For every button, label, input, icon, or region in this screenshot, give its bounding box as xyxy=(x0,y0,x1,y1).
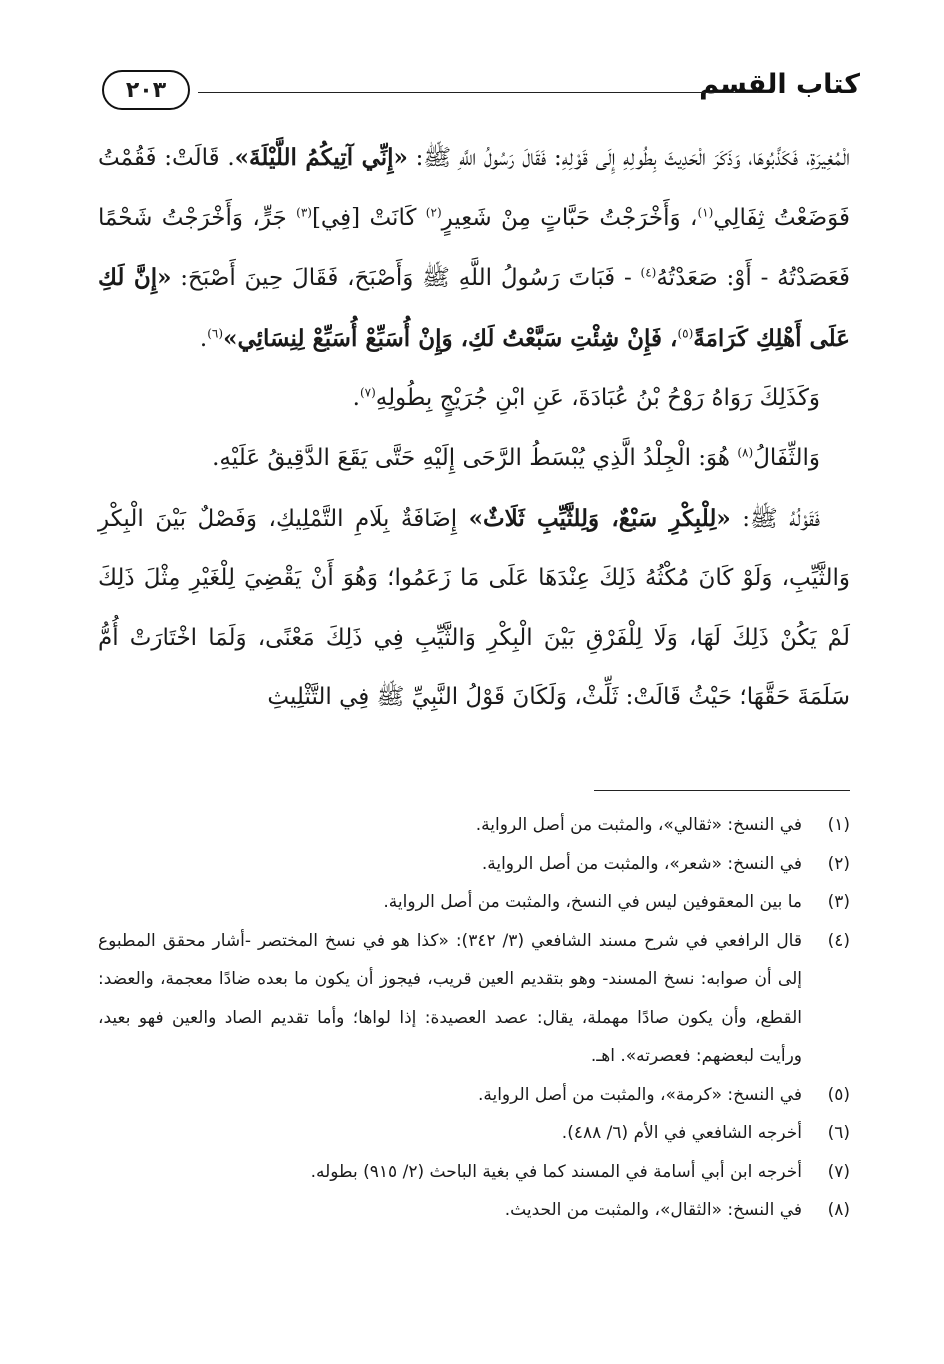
text-run: . xyxy=(199,325,208,352)
paragraph-definition xyxy=(98,429,850,489)
prophetic-quote: ، فَإِنْ شِئْتِ سَبَّعْتُ لَكِ، وَإِنْ أُسَبِّعْ أُسَبِّعْ لِنِسَائِي» xyxy=(223,324,678,352)
footnote-number: (٥) xyxy=(827,1084,850,1105)
footnote-ref[interactable]: (٨) xyxy=(737,445,754,460)
text-run: . xyxy=(352,385,360,412)
prophetic-quote: «لِلْبِكْرِ سَبْعٌ، وَلِلثَّيِّبِ ثَلَاثٌ» xyxy=(468,504,731,532)
book-title: كتاب القسم xyxy=(699,69,860,100)
text-run: فَقَوْلُهُ ﷺ: xyxy=(730,505,821,532)
footnote-item xyxy=(98,1076,850,1115)
footnote-number: (٤) xyxy=(827,930,850,951)
text-run: جَرٍّ، وَأَخْرَجْتُ شَحْمًا فَعَصَدْتُهُ - أَوْ: صَعَدْتُهُ xyxy=(98,204,850,292)
text-run: الْمُغِيرَةِ، فَكَذَّبُوهَا، وَذَكَرَ الْحَدِيثَ بِطُولِهِ إِلَى قَوْلِهِ: فَقَالَ رَسُولُ اللَّهِ ﷺ: xyxy=(407,145,850,171)
footnote-item xyxy=(98,806,850,845)
footnote-item xyxy=(98,922,850,1076)
footnote-text: قال الرافعي في شرح مسند الشافعي (٣/ ٣٤٢): «كذا هو في نسخ المختصر -أشار محقق المطبوع إلى أن صوابه: نسخ المسند- وهو بتقديم العين قريب، فيجوز أن يكون ما بعده ضادًا معجمة، والعضد: القطع، وأن يكون صادًا مهملة، يقال: عصد العصيدة: إذا لواها؛ وأما تقديم الصاد والعين فهو بعيد، ورأيت لبعضهم: فعصرته». اهـ. xyxy=(98,930,802,1066)
text-run: وَالثِّفَالُ xyxy=(753,444,820,471)
footnote-number: (٢) xyxy=(827,853,850,874)
paragraph-commentary xyxy=(98,489,850,728)
footnote-text: أخرجه ابن أبي أسامة في المسند كما في بغية الباحث (٢/ ٩١٥) بطوله. xyxy=(310,1161,802,1182)
footnote-ref[interactable]: (٧) xyxy=(359,385,376,400)
header-rule xyxy=(198,92,770,93)
footnotes xyxy=(98,806,850,1230)
text-run: كَانَتْ [فِي] xyxy=(311,204,426,231)
text-run: هُوَ: الْجِلْدُ الَّذِي يُبْسَطُ الرَّحَى إِلَيْهِ حَتَّى يَقَعَ الدَّقِيقُ عَلَيْهِ. xyxy=(212,444,738,471)
footnote-number: (٣) xyxy=(827,892,850,912)
footnote-item xyxy=(98,845,850,884)
footnote-number: (٦) xyxy=(827,1123,850,1143)
footnote-text: في النسخ: «كرمة»، والمثبت من أصل الرواية. xyxy=(477,1084,802,1105)
footnote-text: في النسخ: «شعر»، والمثبت من أصل الرواية. xyxy=(481,853,802,874)
footnote-text: في النسخ: «الثقال»، والمثبت من الحديث. xyxy=(504,1200,802,1220)
footnote-item xyxy=(98,1191,850,1230)
footnote-text: ما بين المعقوفين ليس في النسخ، والمثبت من أصل الرواية. xyxy=(383,892,802,912)
footnote-item xyxy=(98,883,850,922)
footnote-item xyxy=(98,1114,850,1153)
footnote-item xyxy=(98,1153,850,1192)
paragraph-hadith xyxy=(98,128,850,369)
footnote-ref[interactable]: (١) xyxy=(697,204,714,219)
footnote-text: في النسخ: «ثقالي»، والمثبت من أصل الرواية. xyxy=(475,815,802,835)
page-number: ٢٠٣ xyxy=(102,70,190,110)
footnote-number: (٨) xyxy=(827,1200,850,1220)
footnote-separator xyxy=(594,790,850,791)
footnote-ref[interactable]: (٣) xyxy=(296,204,312,219)
footnote-number: (١) xyxy=(827,815,850,835)
text-run: ، وَأَخْرَجْتُ حَبَّاتٍ مِنْ شَعِيرٍ xyxy=(441,204,698,231)
prophetic-quote: «إِنِّي آتِيكُمُ اللَّيْلَةَ» xyxy=(234,144,408,171)
main-text xyxy=(98,128,850,728)
text-run: إِضَافَةٌ بِلَامِ التَّمْلِيكِ، وَفَصْلٌ بَيْنَ الْبِكْرِ وَالثَّيِّبِ، وَلَوْ كَانَ مُكْثُهُ ذَلِكَ عِنْدَهَا عَلَى مَا زَعَمُوا؛ وَهُوَ أَنْ يَقْضِيَ لِلْغَيْرِ مِثْلَ ذَلِكَ لَمْ يَكُنْ ذَلِكَ لَهَا، وَلَا لِلْفَرْقِ بَيْنَ الْبِكْرِ وَالثَّيِّبِ فِي ذَلِكَ مَعْنًى، وَلَمَا اخْتَارَتْ أُمُّ سَلَمَةَ حَقَّهَا؛ حَيْثُ قَالَتْ: ثَلِّثْ، وَلَكَانَ قَوْلُ النَّبِيِّ ﷺ فِي التَّثْلِيثِ xyxy=(98,505,850,711)
running-header xyxy=(100,62,860,112)
footnote-ref[interactable]: (٥) xyxy=(677,326,694,341)
footnote-text: أخرجه الشافعي في الأم (٦/ ٤٨٨). xyxy=(561,1123,802,1143)
footnote-ref[interactable]: (٢) xyxy=(425,204,442,219)
text-run: . قَالَتْ: فَقُمْتُ فَوَضَعْتُ ثِفَالِي xyxy=(98,145,850,231)
text-run: - فَبَاتَ رَسُولُ اللَّهِ ﷺ وَأَصْبَحَ، فَقَالَ حِينَ أَصْبَحَ: xyxy=(171,265,641,292)
prophetic-quote: «إِنَّ لَكِ عَلَى أَهْلِكِ كَرَامَةً xyxy=(98,264,850,352)
footnote-ref[interactable]: (٦) xyxy=(207,326,224,341)
text-run: وَكَذَلِكَ رَوَاهُ رَوْحُ بْنُ عُبَادَةَ، عَنِ ابْنِ جُرَيْجٍ بِطُولِهِ xyxy=(375,385,820,412)
paragraph-narration xyxy=(98,369,850,429)
footnote-ref[interactable]: (٤) xyxy=(640,265,657,280)
footnote-number: (٧) xyxy=(827,1161,850,1182)
